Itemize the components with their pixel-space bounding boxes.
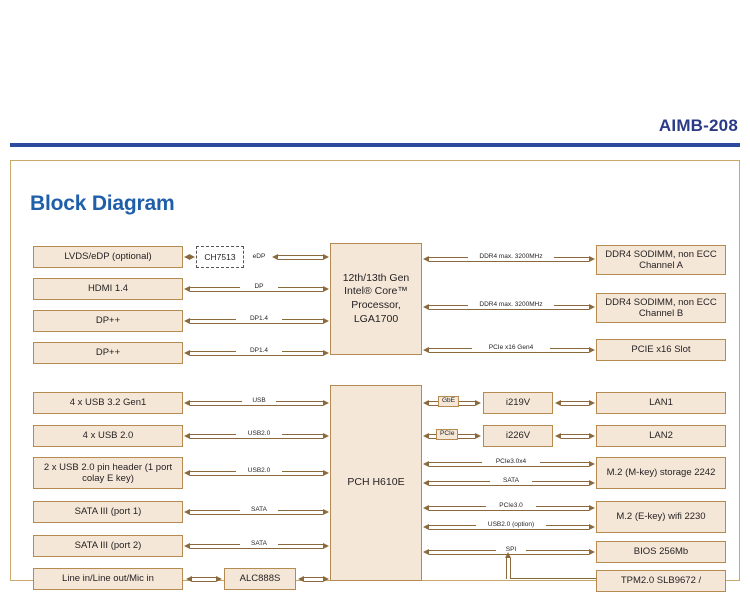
- edge-ch7513-cpu: [272, 254, 329, 261]
- edge-label-usb20-option: USB2.0 (option): [476, 522, 546, 529]
- node-lan1: LAN1: [596, 392, 726, 414]
- node-hdmi: HDMI 1.4: [33, 278, 183, 300]
- edge-label-usb20-a: USB2.0: [236, 431, 282, 438]
- node-usb20: 4 x USB 2.0: [33, 425, 183, 447]
- edge-label-gbe: GbE: [438, 396, 459, 407]
- node-ddr-channel-a: DDR4 SODIMM, non ECC Channel A: [596, 245, 726, 275]
- node-alc888s: ALC888S: [224, 568, 296, 590]
- edge-label-ddr-b: DDR4 max. 3200MHz: [468, 302, 554, 309]
- edge-label-spi: SPI: [496, 547, 526, 554]
- node-ch7513: CH7513: [196, 246, 244, 268]
- node-usb32-gen1: 4 x USB 3.2 Gen1: [33, 392, 183, 414]
- node-lvds-edp: LVDS/eDP (optional): [33, 246, 183, 268]
- edge-label-pcie3x4: PCIe3.0x4: [482, 459, 540, 466]
- node-sata-port-2: SATA III (port 2): [33, 535, 183, 557]
- edge-label-ddr-a: DDR4 max. 3200MHz: [468, 254, 554, 261]
- node-i219v: i219V: [483, 392, 553, 414]
- node-ddr-channel-b: DDR4 SODIMM, non ECC Channel B: [596, 293, 726, 323]
- node-tpm: TPM2.0 SLB9672 /: [596, 570, 726, 592]
- edge-tpm-branch: [508, 578, 596, 579]
- edge-label-edp: eDP: [252, 253, 266, 260]
- edge-label-pcie30: PCIe3.0: [486, 503, 536, 510]
- edge-label-usb: USB: [242, 398, 276, 405]
- node-audio-jacks: Line in/Line out/Mic in: [33, 568, 183, 590]
- section-title: Block Diagram: [30, 192, 175, 215]
- node-usb20-pin-header: 2 x USB 2.0 pin header (1 port colay E key): [33, 457, 183, 489]
- node-dp-2: DP++: [33, 342, 183, 364]
- node-cpu: 12th/13th Gen Intel® Core™ Processor, LGA1700: [330, 243, 422, 355]
- edge-i226v-lan2: [555, 433, 595, 440]
- block-diagram: [10, 160, 740, 587]
- header-divider: [10, 143, 740, 147]
- edge-label-sata-m2: SATA: [490, 478, 532, 485]
- edge-label-sata-b: SATA: [240, 541, 278, 548]
- edge-label-usb20-b: USB2.0: [236, 468, 282, 475]
- edge-label-dp14-a: DP1.4: [236, 316, 282, 323]
- edge-tpm-arrow: [505, 552, 512, 579]
- edge-label-pcie-x16: PCIe x16 Gen4: [472, 345, 550, 352]
- node-i226v: i226V: [483, 425, 553, 447]
- node-dp-1: DP++: [33, 310, 183, 332]
- node-bios: BIOS 256Mb: [596, 541, 726, 563]
- edge-label-sata-a: SATA: [240, 507, 278, 514]
- edge-alc888s-pch: [298, 576, 329, 583]
- node-m2-e-key: M.2 (E-key) wifi 2230: [596, 501, 726, 533]
- node-m2-m-key: M.2 (M-key) storage 2242: [596, 457, 726, 489]
- node-pcie-x16-slot: PCIE x16 Slot: [596, 339, 726, 361]
- edge-i219v-lan1: [555, 400, 595, 407]
- node-pch: PCH H610E: [330, 385, 422, 581]
- edge-lvds-ch7513: [184, 254, 195, 261]
- edge-audio-alc888s: [186, 576, 222, 583]
- page-title: AIMB-208: [658, 116, 738, 135]
- edge-label-dp14-b: DP1.4: [236, 348, 282, 355]
- edge-label-pcie: PCIe: [436, 429, 458, 440]
- node-sata-port-1: SATA III (port 1): [33, 501, 183, 523]
- node-lan2: LAN2: [596, 425, 726, 447]
- edge-label-dp: DP: [240, 284, 278, 291]
